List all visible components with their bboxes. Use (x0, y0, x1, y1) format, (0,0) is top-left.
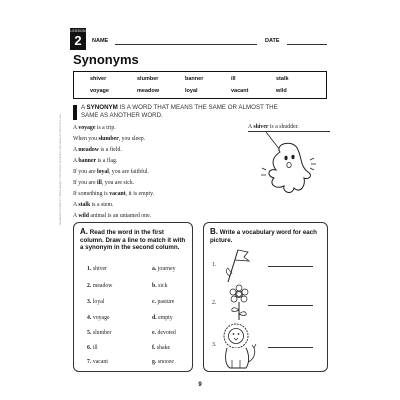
word-bank-word: slumber (137, 76, 159, 82)
side-credit: Vocabulary Grade 4 © Steck-Vaughn. Permission granted to reproduce for classroom use. (58, 113, 62, 225)
sentence: If you are loyal, you are faithful. (73, 169, 149, 175)
sentence: A wild animal is an untamed one. (73, 213, 152, 219)
answer-line[interactable] (268, 266, 313, 267)
match-right-item[interactable]: g. snooze (152, 359, 174, 365)
word-bank-word: meadow (137, 88, 160, 94)
definition-text (81, 104, 281, 120)
section-a-instructions: A. Read the word in the first column. Draw a line to match it with a synonym in the second column. (80, 227, 186, 251)
match-right-item[interactable]: e. devoted (152, 330, 176, 336)
picture-item-number: 3. (212, 342, 217, 348)
flower-stalk-icon (224, 284, 254, 322)
ghost-illustration (248, 130, 328, 205)
word-bank-word: voyage (90, 88, 109, 94)
picture-item-number: 2. (212, 300, 217, 306)
definition-term: SYNONYM (86, 104, 118, 111)
sentence: A stalk is a stem. (73, 202, 114, 208)
word-bank-word: ill (231, 76, 236, 82)
picture-item-number: 1. (212, 262, 217, 268)
match-left-item[interactable]: 4. voyage (87, 315, 110, 321)
match-right-item[interactable]: d. empty (152, 315, 173, 321)
match-right-item[interactable]: f. shake (152, 345, 171, 351)
name-field[interactable] (115, 44, 257, 45)
sentence: If something is vacant, it is empty. (73, 191, 155, 197)
sentence: When you slumber, you sleep. (73, 136, 146, 142)
sentence: A meadow is a field. (73, 147, 122, 153)
word-bank-word: vacant (231, 88, 249, 94)
answer-line[interactable] (268, 347, 313, 348)
match-left-item[interactable]: 2. meadow (87, 283, 113, 289)
page-number: 9 (198, 382, 202, 388)
word-bank-word: loyal (185, 88, 198, 94)
lion-icon (218, 322, 260, 370)
lesson-badge (70, 28, 86, 50)
lesson-word: LESSON (70, 29, 86, 33)
banner-flag-icon (222, 246, 252, 284)
date-label: DATE (265, 38, 280, 44)
match-left-item[interactable]: 1. shiver (87, 266, 107, 272)
date-field[interactable] (287, 44, 327, 45)
answer-line[interactable] (268, 305, 313, 306)
match-right-item[interactable]: a. journey (152, 266, 176, 272)
word-bank-word: stalk (276, 76, 289, 82)
match-left-item[interactable]: 7. vacant (87, 359, 108, 365)
match-right-item[interactable]: b. sick (152, 283, 168, 289)
section-b-instructions: B. Write a vocabulary word for each picture. (210, 227, 317, 244)
word-bank-word: wild (276, 88, 287, 94)
section-a-letter: A. (80, 227, 88, 236)
definition-lead: A (81, 104, 85, 111)
sentence: If you are ill, you are sick. (73, 180, 135, 186)
match-left-item[interactable]: 6. ill (87, 345, 98, 351)
match-left-item[interactable]: 5. slumber (87, 330, 112, 336)
match-left-item[interactable]: 3. loyal (87, 299, 105, 305)
page-title: Synonyms (73, 52, 139, 67)
name-label: NAME (92, 38, 109, 44)
definition-bar (73, 105, 77, 120)
sentence: A banner is a flag. (73, 158, 118, 164)
lesson-number: 2 (74, 33, 82, 48)
word-bank-word: shiver (90, 76, 107, 82)
definition-rest: IS A WORD THAT MEANS THE SAME OR ALMOST THE SAME AS ANOTHER WORD. (81, 104, 278, 119)
word-bank-word: banner (185, 76, 204, 82)
sentence: A voyage is a trip. (73, 125, 116, 131)
match-right-item[interactable]: c. pasture (152, 299, 175, 305)
illustration-caption: A shiver is a shudder. (248, 124, 299, 130)
section-b-letter: B. (210, 227, 218, 236)
